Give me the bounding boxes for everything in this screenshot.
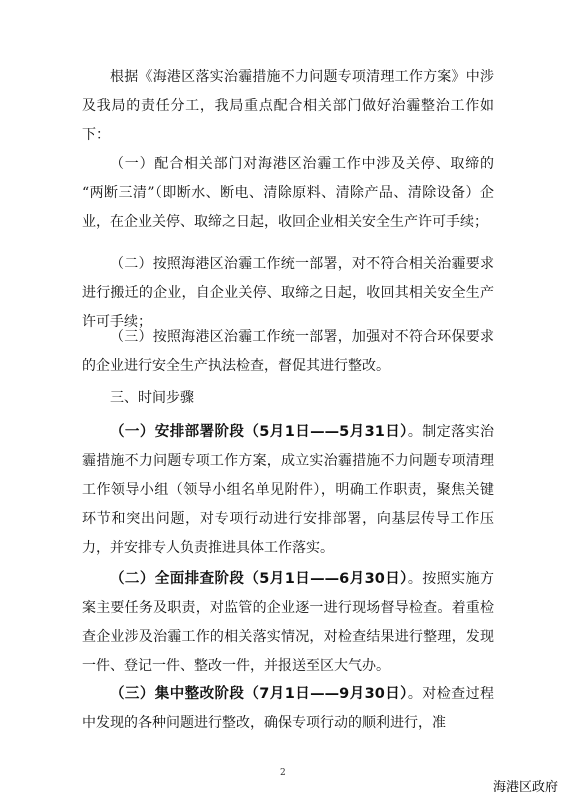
step-body: 。对检查过程中发现的各种问题进行整改，确保专项行动的顺利进行，准 — [82, 686, 495, 731]
section-heading: 三、时间步骤 — [110, 390, 194, 406]
paragraph-item-3 — [82, 323, 494, 381]
step-lead: （三）集中整改阶段（7月1日——9月30日） — [110, 686, 408, 702]
paragraph-text: 根据《海港区落实治霾措施不力问题专项清理工作方案》中涉及我局的责任分工，我局重点配合相关部门做好治霾整治工作如下： — [82, 69, 494, 143]
step-text — [82, 565, 494, 681]
paragraph-item-1 — [82, 150, 494, 237]
step-text — [82, 680, 494, 738]
page-number: 2 — [280, 768, 286, 778]
step-body: 。按照实施方案主要任务及职责，对监管的企业逐一进行现场督导检查。着重检查企业涉及治霾工作的相关落实情况，对检查结果进行整理，发现一件、登记一件、整改一件，并报送至区大气办。 — [82, 571, 495, 674]
step-paragraph-3 — [82, 680, 494, 738]
paragraph-intro — [82, 63, 494, 150]
step-lead: （一）安排部署阶段（5月1日——5月31日） — [110, 424, 408, 440]
section-heading-container — [82, 384, 494, 413]
step-lead: （二）全面排查阶段（5月1日——6月30日） — [110, 571, 408, 587]
step-text — [82, 418, 494, 563]
paragraph-text: （三）按照海港区治霾工作统一部署，加强对不符合环保要求的企业进行安全生产执法检查，督促其进行整改。 — [82, 329, 494, 374]
paragraph-text: （二）按照海港区治霾工作统一部署，对不符合相关治霾要求进行搬迁的企业，自企业关停、取缔之日起，收回其相关安全生产许可手续； — [82, 256, 494, 330]
step-paragraph-1 — [82, 418, 494, 563]
step-paragraph-2 — [82, 565, 494, 681]
paragraph-text: （一）配合相关部门对海港区治霾工作中涉及关停、取缔的 “两断三清”（即断水、断电、清除原料、清除产品、清除设备）企业，在企业关停、取缔之日起，收回企业相关安全生产许可手续； — [82, 156, 494, 230]
source-watermark: 海港区政府 — [492, 780, 558, 795]
step-body: 。制定落实治霾措施不力问题专项工作方案，成立实治霾措施不力问题专项清理工作领导小组（领导小组名单见附件），明确工作职责，聚焦关键环节和突出问题，对专项行动进行安排部署，向基层传导工作压力，并安排专人负责推进具体工作落实。 — [82, 424, 495, 556]
